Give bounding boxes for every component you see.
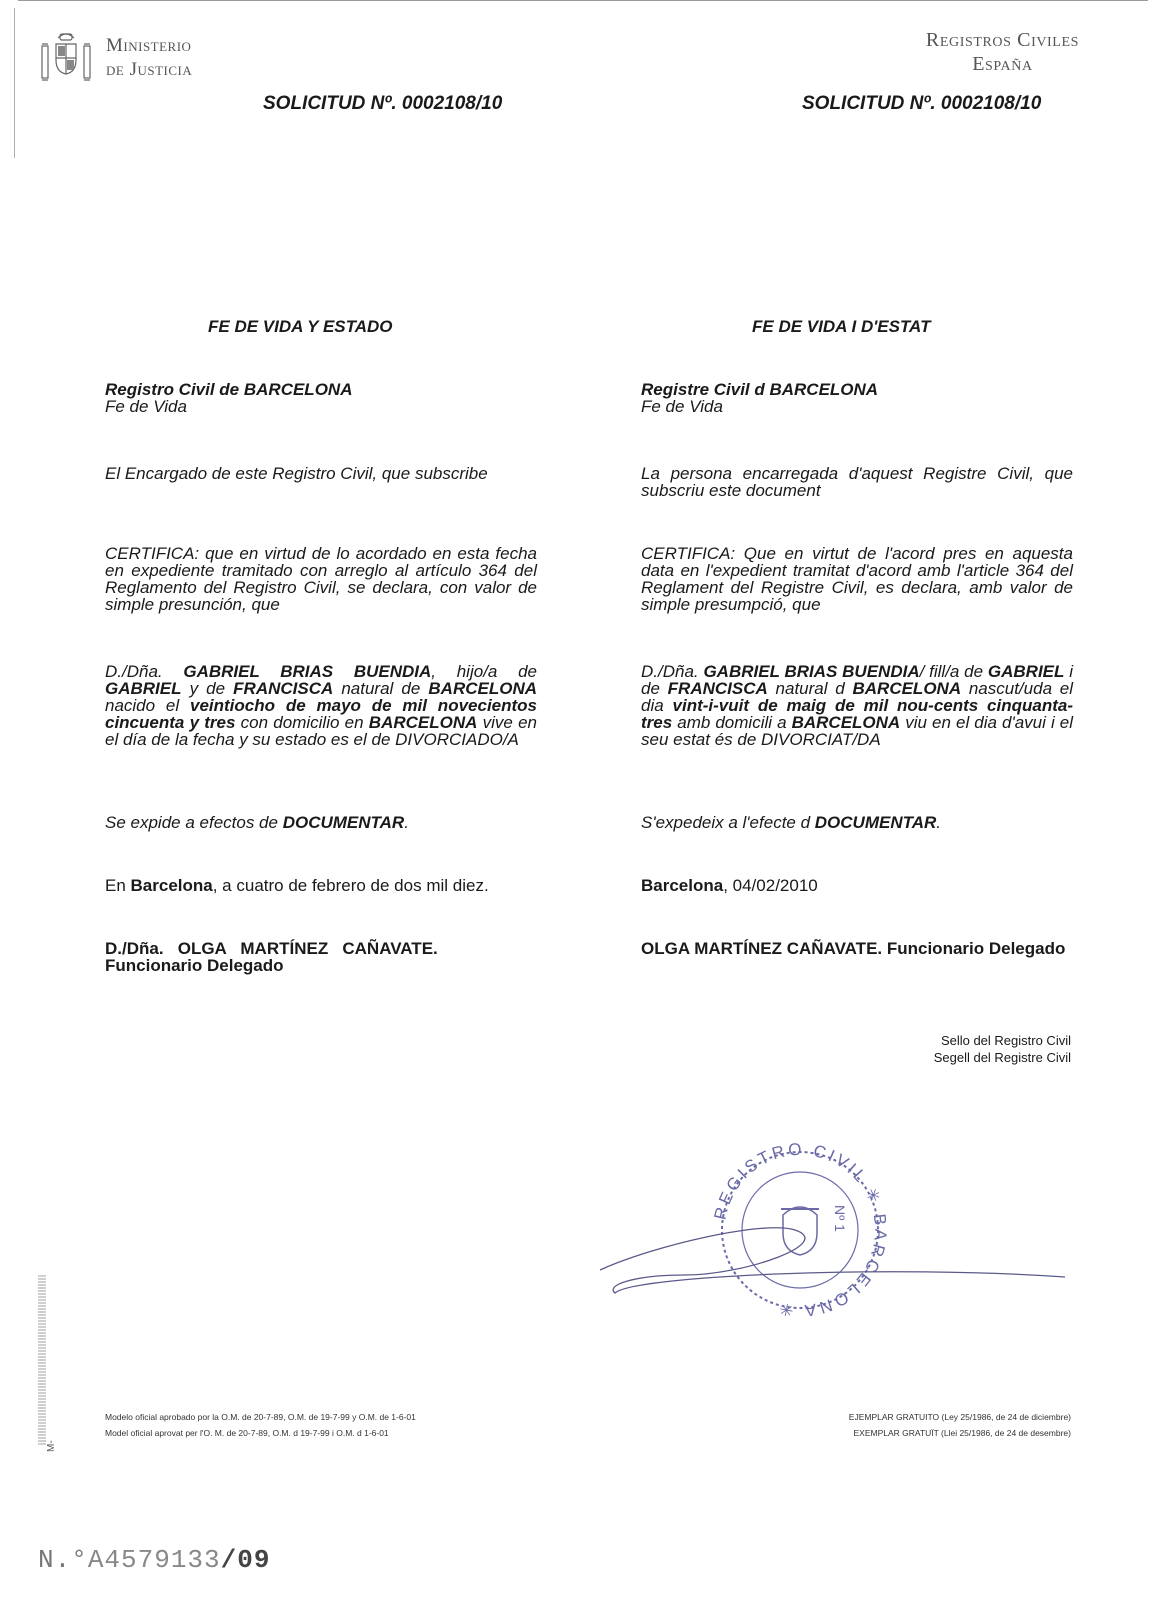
certifica-right: CERTIFICA: Que en virtut de l'acord pres en aquesta data en l'expedient tramitat d'acord amb l'article 364 del Reglament del Registre Civil, es declara, amb valor de simple presumpció, que — [641, 544, 1073, 614]
barcode-code: M- — [46, 1440, 57, 1452]
signer-left: D./Dña. OLGA MARTÍNEZ CAÑAVATE. Funcionario Delegado — [105, 939, 438, 975]
date-right: Barcelona, 04/02/2010 — [641, 876, 818, 895]
coat-of-arms-icon — [36, 30, 96, 86]
footer-model-notice: Modelo oficial aprobado por la O.M. de 20-7-89, O.M. de 19-7-99 y O.M. de 1-6-01 Model oficial aprovat per l'O. M. de 20-7-89, O.M. d 19-7-99 i O.M. d 1-6-01 — [105, 1412, 416, 1438]
intro-left: El Encargado de este Registro Civil, que subscribe — [105, 464, 488, 483]
side-barcode — [38, 1275, 46, 1445]
serial-number: N.°A4579133/09 — [38, 1545, 271, 1575]
seal-label: Sello del Registro Civil Segell del Registre Civil — [933, 1033, 1071, 1065]
solicitud-number-right: SOLICITUD Nº. 0002108/10 — [802, 93, 1042, 114]
registry-heading-right: Registre Civil d BARCELONA Fe de Vida — [641, 380, 879, 416]
registries-header: Registros Civiles España — [925, 29, 1079, 75]
signature-stroke — [600, 1228, 1065, 1293]
person-paragraph-left: D./Dña. GABRIEL BRIAS BUENDIA, hijo/a de GABRIEL y de FRANCISCA natural de BARCELONA nacido el veintiocho de mayo de mil novecientos cincuenta y tres con domicilio en BARCELONA vive en el día de la fecha y su estado es el de DIVORCIADO/A — [105, 662, 538, 749]
title-catalan: FE DE VIDA I D'ESTAT — [752, 317, 931, 336]
date-left: En Barcelona, a cuatro de febrero de dos mil diez. — [105, 876, 489, 895]
person-name-left: GABRIEL BRIAS BUENDIA — [183, 662, 432, 681]
person-name-right: GABRIEL BRIAS BUENDIA — [703, 662, 920, 681]
registry-stamp-icon — [595, 1135, 1075, 1325]
signer-right: OLGA MARTÍNEZ CAÑAVATE. Funcionario Delegado — [641, 939, 1066, 958]
certifica-left: CERTIFICA: que en virtud de lo acordado en esta fecha en expediente tramitado con arreglo al artículo 364 del Reglamento del Registro Civil, se declara, con valor de simple presunción, que — [105, 544, 537, 614]
stamp-ring-text: REGISTRO CIVIL ✳ BARCELONA ✳ — [710, 1139, 891, 1321]
person-paragraph-right: D./Dña. GABRIEL BRIAS BUENDIA/ fill/a de GABRIEL i de FRANCISCA natural d BARCELONA nascut/uda el dia vint-i-vuit de maig de mil nou-cents cinquanta-tres amb domicili a BARCELONA viu en el dia d'avui i el seu estat és de DIVORCIAT/DA — [641, 662, 1074, 749]
stamp-number: Nº 1 — [832, 1205, 848, 1232]
purpose-right: S'expedeix a l'efecte d DOCUMENTAR. — [641, 813, 942, 832]
scan-edge-top — [18, 0, 1148, 9]
footer-free-copy-notice: EJEMPLAR GRATUITO (Ley 25/1986, de 24 de diciembre) EXEMPLAR GRATUÏT (Llei 25/1986, de 24 de desembre) — [848, 1412, 1071, 1438]
scan-edge-left — [14, 8, 15, 158]
registry-heading-left: Registro Civil de BARCELONA Fe de Vida — [105, 380, 353, 416]
intro-right: La persona encarregada d'aquest Registre Civil, que subscriu este document — [641, 464, 1073, 500]
ministry-header — [36, 30, 192, 86]
purpose-left: Se expide a efectos de DOCUMENTAR. — [105, 813, 409, 832]
solicitud-number-left: SOLICITUD Nº. 0002108/10 — [263, 93, 503, 114]
title-spanish: FE DE VIDA Y ESTADO — [208, 317, 393, 336]
ministry-name: Ministerio de Justicia — [106, 35, 193, 80]
